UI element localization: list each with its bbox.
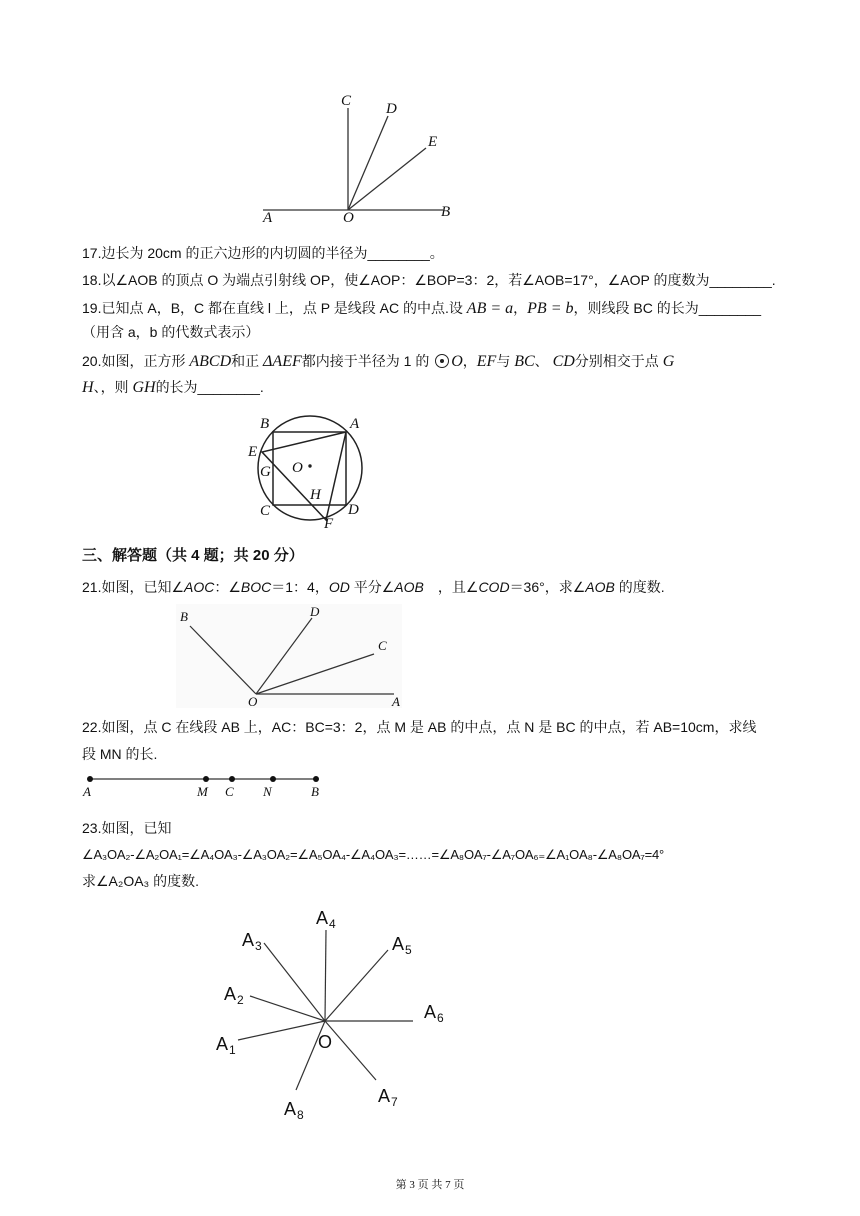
question-23: 23.如图，已知 [82,820,172,836]
label-E: E [248,444,258,460]
label-M: M [197,784,208,799]
label-F: F [324,516,334,530]
question-20-line2: H、，则 GH的长为________. [82,379,264,396]
label-C: C [260,503,271,519]
question-22-line2: 段 MN 的长. [82,746,158,762]
label-A5: A [392,934,405,954]
label-D: D [310,604,320,619]
label-E: E [428,134,438,150]
label-O: O [318,1032,333,1052]
label-A6: A [424,1002,437,1022]
label-B: B [260,416,270,432]
label-A7-sub: 7 [391,1095,398,1109]
label-A: A [350,416,360,432]
label-A4-sub: 4 [329,917,336,931]
label-B: B [311,784,319,799]
label-A: A [83,784,91,799]
label-O: O [248,694,258,708]
question-18: 18.以∠AOB 的顶点 O 为端点引射线 OP，使∠AOP：∠BOP=3：2，若∠AOB=17°，∠AOP 的度数为________. [82,272,776,288]
label-A7: A [378,1086,391,1106]
question-23-ask: 求∠A₂OA₃ 的度数. [82,873,200,889]
figure-angle-aoc [176,604,402,708]
label-B: B [180,609,188,624]
label-A5-sub: 5 [405,943,412,957]
page-footer: 第 3 页 共 7 页 [395,1179,465,1191]
label-A3: A [242,930,255,950]
section-3-title: 三、解答题（共 4 题；共 20 分） [82,547,304,564]
question-19: 19.已知点 A，B，C 都在直线 l 上，点 P 是线段 AC 的中点.设 AB = a，PB = b，则线段 BC 的长为________ [82,300,762,317]
label-A3-sub: 3 [255,939,262,953]
label-A2-sub: 2 [237,993,244,1007]
label-G: G [260,464,271,480]
question-20: 20.如图，正方形 ABCD和正 ΔAEF都内接于半径为 1 的 O，EF与 BC、 CD分别相交于点 G [82,353,675,370]
label-D: D [386,101,397,117]
label-B: B [441,204,451,220]
circle-dot-icon [435,354,449,368]
label-O: O [343,210,354,223]
label-C: C [378,638,387,653]
label-A8-sub: 8 [297,1108,304,1122]
label-A1-sub: 1 [229,1043,236,1057]
question-22: 22.如图，点 C 在线段 AB 上，AC：BC=3：2，点 M 是 AB 的中点，点 N 是 BC 的中点，若 AB=10cm，求线 [82,719,757,735]
label-H: H [310,487,321,503]
label-A2: A [224,984,237,1004]
label-D: D [348,502,359,518]
label-C: C [341,93,352,109]
figure-segment-ab [80,770,330,800]
question-17: 17.边长为 20cm 的正六边形的内切圆的半径为________。 [82,245,444,261]
question-19-line2: （用含 a，b 的代数式表示） [82,324,260,340]
question-21: 21.如图，已知∠AOC：∠BOC＝1：4，OD 平分∠AOB ，且∠COD＝36°，求∠AOB 的度数. [82,579,665,595]
label-A: A [263,210,273,223]
label-A8: A [284,1099,297,1119]
question-23-condition: ∠A₃OA₂-∠A₂OA₁=∠A₄OA₃-∠A₃OA₂=∠A₅OA₄-∠A₄OA₃=……=∠A₈OA₇-∠A₇OA₆₌∠A₁OA₈-∠A₈OA₇=4° [82,847,665,862]
label-A: A [392,694,400,708]
label-O: O [292,460,303,476]
label-A6-sub: 6 [437,1011,444,1025]
label-A4: A [316,908,329,928]
figure-eight-rays [206,900,466,1130]
figure-circle-square-triangle [244,408,374,530]
figure-angle-rays [255,88,465,223]
label-C: C [225,784,234,799]
label-N: N [263,784,272,799]
label-A1: A [216,1034,229,1054]
